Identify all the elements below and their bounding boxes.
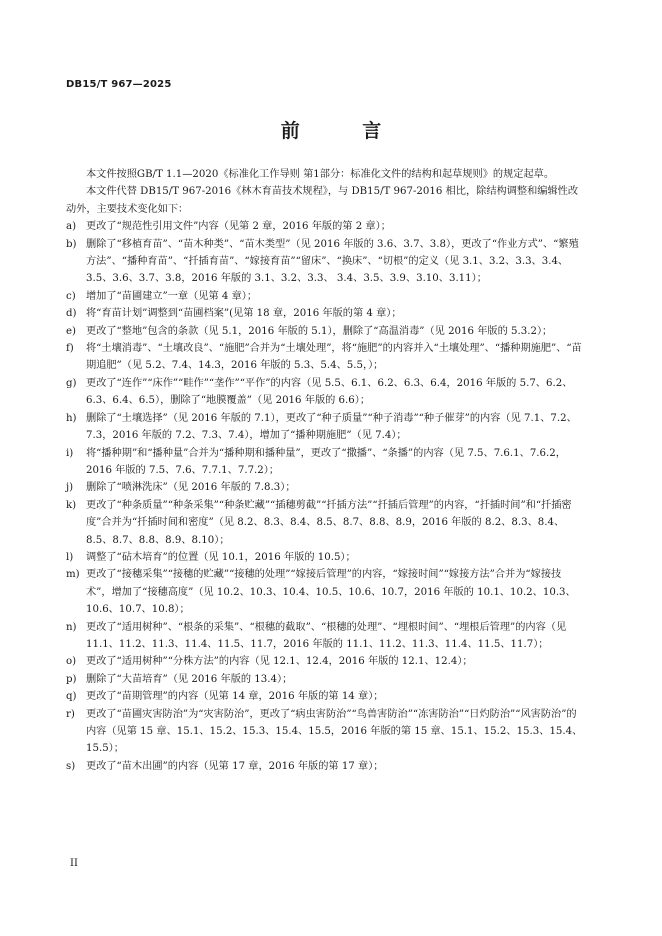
intro-paragraph: 本文件代替 DB15/T 967-2016《林木育苗技术规程》，与 DB15/T 967-2016 相比，除结构调整和编辑性改动外，主要技术变化如下： xyxy=(66,186,579,215)
change-item-text: 更改了“整地”包含的条款（见 5.1，2016 年版的 5.1），删除了“高温消毒”（见 2016 年版的 5.3.2）； xyxy=(86,325,553,337)
change-list-item xyxy=(66,410,586,445)
change-item-text: 更改了“规范性引用文件”内容（见第 2 章，2016 年版的第 2 章）； xyxy=(86,221,391,233)
change-list-item xyxy=(66,758,586,775)
document-body xyxy=(66,166,586,775)
change-item-text: 删除了“大苗培育”（见 2016 年版的 13.4）； xyxy=(86,673,293,685)
change-item-text: 更改了“苗木出圃”的内容（见第 17 章，2016 年版的第 17 章）； xyxy=(86,760,384,772)
page-number: II xyxy=(70,858,78,869)
change-list-item xyxy=(66,653,586,670)
change-list-item xyxy=(66,566,586,618)
change-item-key: d) xyxy=(66,308,77,320)
intro-paragraph: 本文件按照GB/T 1.1—2020《标准化工作导则 第1部分：标准化文件的结构和起草规则》的规定起草。 xyxy=(86,169,555,180)
change-item-text: 删除了“土壤选择”（见 2016 年版的 7.1），更改了“种子质量”“种子消毒”“种子催芽”的内容（见 7.1、7.2、7.3，2016 年版的 7.2、7.3、7.4），增加了“播种期施肥”（见 7.4）； xyxy=(86,412,577,442)
change-list-item xyxy=(66,445,586,480)
change-list-item xyxy=(66,218,586,235)
change-item-text: 更改了“苗期管理”的内容（见第 14 章，2016 年版的第 14 章）； xyxy=(86,691,384,703)
change-item-key: g) xyxy=(66,377,77,389)
change-item-text: 更改了“苗圃灾害防治”为“灾害防治”，更改了“病虫害防治”“鸟兽害防治”“冻害防治”“日灼防治”“风害防治”的内容（见第 15 章、15.1、15.2、15.3、15.4、15.5，2016 年版的第 15 章、15.1、15.2、15.3、15.4、15.5）； xyxy=(86,708,583,755)
change-item-key: a) xyxy=(66,221,77,233)
change-item-key: c) xyxy=(66,290,76,302)
change-list-item xyxy=(66,305,586,322)
change-list-item xyxy=(66,671,586,688)
change-item-text: 将“育苗计划”调整到“苗圃档案”(见第 18 章，2016 年版的第 4 章）； xyxy=(86,308,402,320)
change-list-item xyxy=(66,619,586,654)
change-item-text: 更改了“适用树种”、“根条的采集”、“根穗的截取”、“根穗的处理”、“埋根时间”、“埋根后管理”的内容（见 11.1、11.2、11.3、11.4、11.5、11.7，2016 年版的 11.1、11.2、11.3、11.4、11.5、11.7）； xyxy=(86,621,567,650)
change-item-text: 更改了“接穗采集”“接穗的贮藏”“接穗的处理”“嫁接后管理”的内容，“嫁接时间”“嫁接方法”合并为“嫁接技术”，增加了“接穗高度”（见 10.2、10.3、10.4、10.5、10.6、10.7，2016 年版的 10.1、10.2、10.3、10.6、10.7、10.8）； xyxy=(86,569,576,616)
change-item-key: o) xyxy=(66,656,77,668)
change-list-item xyxy=(66,549,586,566)
document-code: DB15/T 967—2025 xyxy=(66,79,172,90)
change-item-text: 将“播种期”和“播种量”合并为“播种期和播种量”，更改了“撒播”、“条播”的内容（见 7.5、7.6.1、7.6.2，2016 年版的 7.5、7.6、7.7.1、7.7.2）； xyxy=(86,447,566,476)
change-list-item xyxy=(66,479,586,496)
change-item-text: 更改了“种条质量”“种条采集”“种条贮藏”“插穗剪截”“扦插方法”“扦插后管理”的内容，“扦插时间”和“扦插密度”合并为“扦插时间和密度”（见 8.2、8.3、8.4、8.5、8.7、8.8、8.9，2016 年版的 8.2、8.3、8.4、8.5、8.7、8.8、8.9、8.10）； xyxy=(86,499,572,546)
change-item-text: 调整了“砧木培育”的位置（见 10.1，2016 年版的 10.5）； xyxy=(86,551,356,563)
change-item-key: i) xyxy=(66,447,74,459)
change-list-item xyxy=(66,323,586,340)
change-item-key: e) xyxy=(66,325,77,337)
change-item-key: j) xyxy=(66,482,74,494)
change-item-key: b) xyxy=(66,238,77,250)
change-item-key: q) xyxy=(66,691,77,703)
change-item-key: r) xyxy=(66,708,75,720)
change-list-item xyxy=(66,688,586,705)
change-item-key: s) xyxy=(66,760,76,772)
change-list-item xyxy=(66,497,586,549)
changes-list xyxy=(66,218,586,775)
change-item-text: 增加了“苗圃建立”一章（见第 4 章）； xyxy=(86,290,258,302)
change-list-item xyxy=(66,706,586,758)
change-item-text: 删除了“喷淋洗床”（见 2016 年版的 7.8.3）； xyxy=(86,482,296,494)
change-item-key: m) xyxy=(66,569,80,581)
change-item-key: h) xyxy=(66,412,77,424)
change-item-key: f) xyxy=(66,343,74,355)
change-item-text: 删除了“移植育苗”、“苗木种类”、“苗木类型”（见 2016 年版的 3.6、3.7、3.8），更改了“作业方式”、“繁殖方法”、“播种育苗”、“扦插育苗”、“嫁接育苗”“留床”、“换床”、“切根”的定义（见 3.1、3.2、3.3、3.4、3.5、3.6、3.7、3.8，2016 年版的 3.1、3.2、3.3、 3.4、3.5、3.9、3.10、3.11）； xyxy=(86,238,579,285)
change-item-text: 更改了“连作”“床作”“畦作”“垄作”“平作”的内容（见 5.5、6.1、6.2、6.3、6.4，2016 年版的 5.7、6.2、6.3、6.4、6.5），删除了“地膜覆盖”（见 2016 年版的 6.6）； xyxy=(86,377,573,407)
change-item-key: p) xyxy=(66,673,77,685)
change-item-key: k) xyxy=(66,499,77,511)
change-list-item xyxy=(66,288,586,305)
change-list-item xyxy=(66,340,586,375)
change-item-text: 更改了“适用树种”“分株方法”的内容（见 12.1、12.4，2016 年版的 12.1、12.4）； xyxy=(86,656,473,668)
change-item-key: l) xyxy=(66,551,74,563)
change-list-item xyxy=(66,375,586,410)
change-list-item xyxy=(66,236,586,288)
page-title: 前 言 xyxy=(280,120,410,142)
change-item-text: 将“土壤消毒”、“土壤改良”、“施肥”合并为“土壤处理”，将“施肥”的内容并入“土壤处理”、“播种期施肥”、“苗期追肥”（见 5.2、7.4、14.3，2016 年版的 5.3、5.4、5.5，）； xyxy=(86,343,582,372)
change-item-key: n) xyxy=(66,621,77,633)
